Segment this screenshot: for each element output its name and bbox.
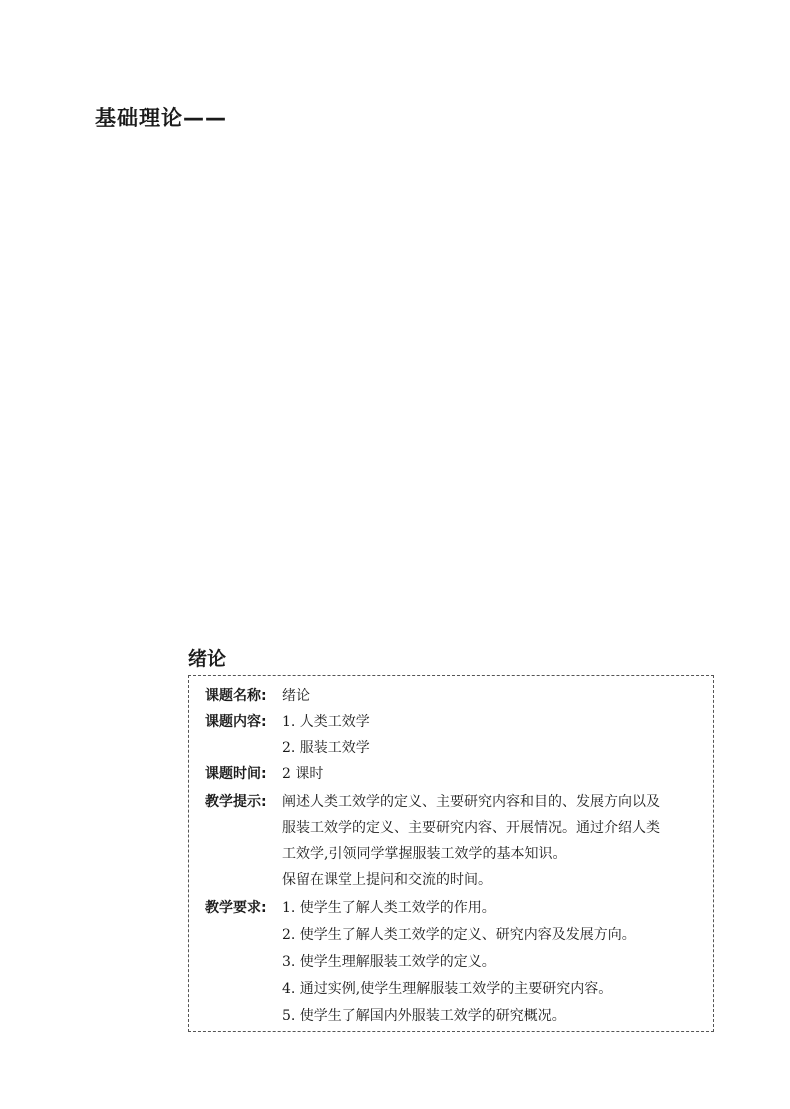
course-name-value: 绪论 [282, 688, 310, 704]
course-content-item: 2. 服装工效学 [282, 740, 370, 756]
course-time-row [205, 761, 323, 787]
teaching-req-item: 4. 通过实例,使学生理解服装工效学的主要研究内容。 [282, 981, 613, 997]
teaching-tips-line: 阐述人类工效学的定义、主要研究内容和目的、发展方向以及 [282, 794, 660, 810]
teaching-req-item: 3. 使学生理解服装工效学的定义。 [282, 954, 496, 970]
course-content-row [205, 709, 370, 735]
teaching-tips-line: 保留在课堂上提问和交流的时间。 [282, 872, 492, 888]
teaching-tips-line: 工效学,引领同学掌握服装工效学的基本知识。 [282, 846, 567, 862]
course-name-row [205, 683, 310, 709]
teaching-req-item: 2. 使学生了解人类工效学的定义、研究内容及发展方向。 [282, 927, 636, 943]
course-name-label: 课题名称: [205, 688, 267, 704]
teaching-tips-line: 服装工效学的定义、主要研究内容、开展情况。通过介绍人类 [282, 820, 660, 836]
chapter-title: 绪论 [188, 648, 227, 670]
teaching-req-item: 1. 使学生了解人类工效学的作用。 [282, 900, 496, 916]
course-time-label: 课题时间: [205, 766, 267, 782]
part-heading: 基础理论—— [95, 106, 227, 130]
course-content-label: 课题内容: [205, 714, 267, 730]
teaching-req-item: 5. 使学生了解国内外服装工效学的研究概况。 [282, 1008, 566, 1024]
course-time-value: 2 课时 [282, 766, 324, 782]
teaching-req-row [205, 895, 496, 921]
teaching-tips-label: 教学提示: [205, 794, 267, 810]
course-info-box [188, 675, 714, 1032]
teaching-req-label: 教学要求: [205, 900, 267, 916]
course-content-item: 1. 人类工效学 [282, 714, 370, 730]
teaching-tips-row [205, 789, 660, 815]
